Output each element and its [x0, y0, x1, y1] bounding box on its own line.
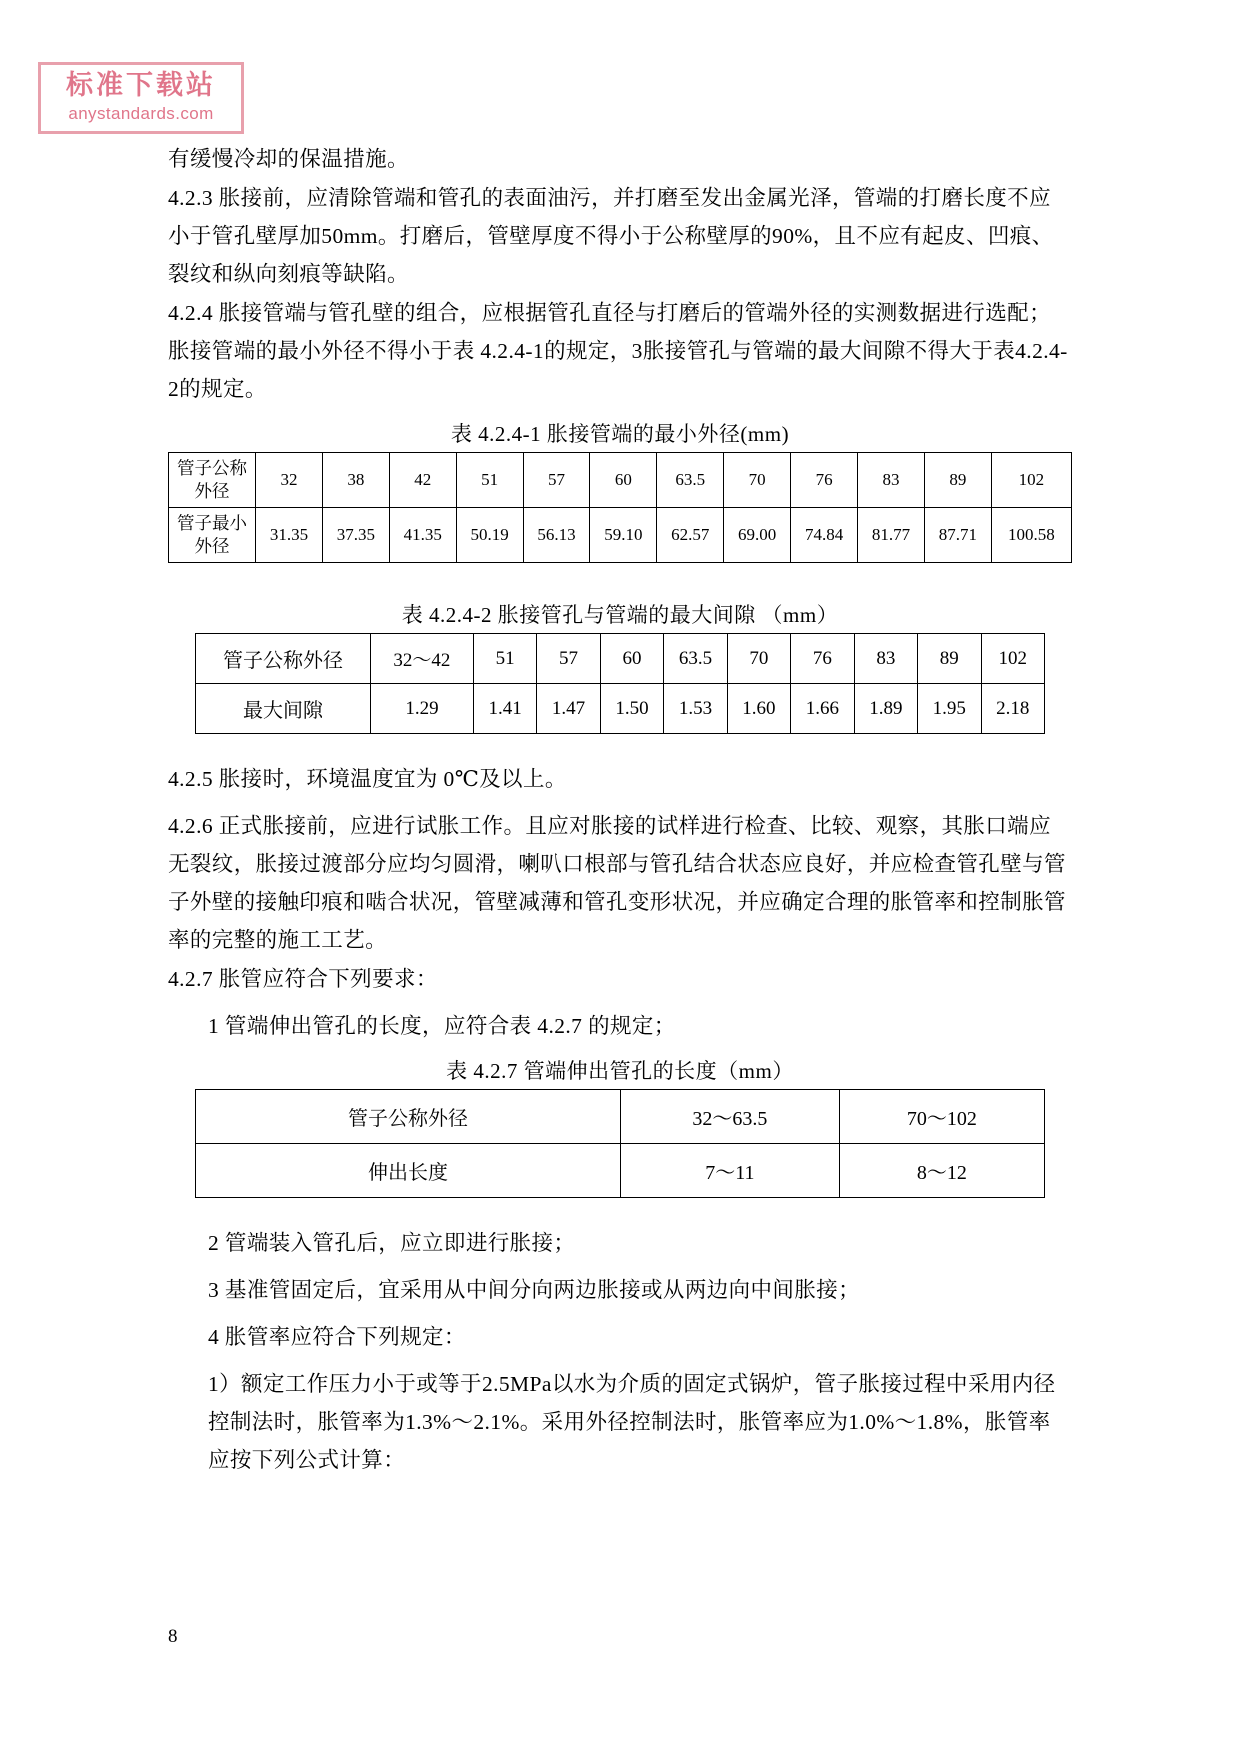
- cell: 70～102: [839, 1090, 1044, 1144]
- cell: 60: [600, 634, 663, 684]
- table-row: [169, 453, 1072, 508]
- cell: 57: [537, 634, 600, 684]
- cell: 83: [858, 453, 925, 508]
- watermark-url-text: anystandards.com: [68, 103, 214, 123]
- paragraph-4-2-4: 4.2.4 胀接管端与管孔壁的组合，应根据管孔直径与打磨后的管端外径的实测数据进行选配；胀接管端的最小外径不得小于表 4.2.4-1的规定，3胀接管孔与管端的最大间隙不得大于表4.2.4-2的规定。: [168, 301, 1068, 401]
- table-row: [169, 508, 1072, 563]
- cell: 83: [854, 634, 917, 684]
- cell: 1.60: [727, 684, 790, 734]
- cell: 76: [791, 453, 858, 508]
- cell: 8～12: [839, 1144, 1044, 1198]
- cell: 76: [791, 634, 854, 684]
- cell: 32～63.5: [621, 1090, 840, 1144]
- row-header-nominal-od: 管子公称外径: [196, 1090, 621, 1144]
- table-4-2-4-2: [195, 633, 1045, 734]
- table-4-2-4-1-caption: 表 4.2.4-1 胀接管端的最小外径(mm): [450, 422, 790, 446]
- paragraph-continuation: 有缓慢冷却的保温措施。: [168, 147, 409, 171]
- cell: 42: [389, 453, 456, 508]
- row-header-min-od: 管子最小外径: [169, 508, 256, 563]
- row-header-max-gap: 最大间隙: [196, 684, 371, 734]
- cell: 2.18: [981, 684, 1045, 734]
- cell: 1.47: [537, 684, 600, 734]
- paragraph-4-2-7-item-4: 4 胀管率应符合下列规定：: [208, 1325, 466, 1349]
- cell: 51: [456, 453, 523, 508]
- cell: 1.29: [371, 684, 474, 734]
- paragraph-4-2-7-item-2: 2 管端装入管孔后，应立即进行胀接；: [208, 1231, 576, 1255]
- cell: 102: [981, 634, 1045, 684]
- table-4-2-4-2-caption: 表 4.2.4-2 胀接管孔与管端的最大间隙 （mm）: [401, 603, 839, 627]
- cell: 59.10: [590, 508, 657, 563]
- cell: 87.71: [924, 508, 991, 563]
- table-4-2-7-caption: 表 4.2.7 管端伸出管孔的长度（mm）: [446, 1059, 794, 1083]
- table-row: [196, 1090, 1045, 1144]
- paragraph-4-2-3: 4.2.3 胀接前，应清除管端和管孔的表面油污，并打磨至发出金属光泽，管端的打磨长度不应小于管孔壁厚加50mm。打磨后，管壁厚度不得小于公称壁厚的90%，且不应有起皮、凹痕、裂纹和纵向刻痕等缺陷。: [168, 186, 1054, 286]
- cell: 31.35: [256, 508, 323, 563]
- row-header-nominal-od: 管子公称外径: [169, 453, 256, 508]
- cell: 89: [918, 634, 981, 684]
- cell: 102: [991, 453, 1071, 508]
- cell: 56.13: [523, 508, 590, 563]
- page-number: 8: [168, 1626, 178, 1647]
- cell: 32～42: [371, 634, 474, 684]
- cell: 1.50: [600, 684, 663, 734]
- paragraph-4-2-7-item-1: 1 管端伸出管孔的长度，应符合表 4.2.7 的规定；: [208, 1014, 676, 1038]
- paragraph-4-2-5: 4.2.5 胀接时，环境温度宜为 0℃及以上。: [168, 767, 567, 791]
- table-4-2-7: [195, 1089, 1045, 1198]
- watermark-stamp: [38, 62, 244, 134]
- paragraph-4-2-7-item-3: 3 基准管固定后，宜采用从中间分向两边胀接或从两边向中间胀接；: [208, 1278, 861, 1302]
- cell: 81.77: [858, 508, 925, 563]
- cell: 62.57: [657, 508, 724, 563]
- cell: 63.5: [664, 634, 727, 684]
- paragraph-4-2-7-item-4-1: 1）额定工作压力小于或等于2.5MPa以水为介质的固定式锅炉，管子胀接过程中采用内径控制法时，胀管率为1.3%～2.1%。采用外径控制法时，胀管率应为1.0%～1.8%，胀管率应按下列公式计算：: [208, 1372, 1056, 1472]
- cell: 32: [256, 453, 323, 508]
- cell: 7～11: [621, 1144, 840, 1198]
- cell: 38: [322, 453, 389, 508]
- table-row: [196, 634, 1045, 684]
- cell: 1.89: [854, 684, 917, 734]
- cell: 69.00: [724, 508, 791, 563]
- paragraph-4-2-7: 4.2.7 胀管应符合下列要求：: [168, 967, 438, 991]
- cell: 37.35: [322, 508, 389, 563]
- cell: 89: [924, 453, 991, 508]
- paragraph-4-2-6: 4.2.6 正式胀接前，应进行试胀工作。且应对胀接的试样进行检查、比较、观察，其胀口端应无裂纹，胀接过渡部分应均匀圆滑，喇叭口根部与管孔结合状态应良好，并应检查管孔壁与管子外壁的接触印痕和啮合状况，管壁减薄和管孔变形状况，并应确定合理的胀管率和控制胀管率的完整的施工工艺。: [168, 814, 1066, 952]
- table-4-2-4-1: [168, 452, 1072, 563]
- cell: 74.84: [791, 508, 858, 563]
- cell: 63.5: [657, 453, 724, 508]
- cell: 51: [473, 634, 536, 684]
- cell: 1.41: [473, 684, 536, 734]
- cell: 1.95: [918, 684, 981, 734]
- watermark-cn-text: 标准下载站: [66, 70, 216, 102]
- cell: 1.53: [664, 684, 727, 734]
- table-row: [196, 1144, 1045, 1198]
- document-body: [168, 140, 1072, 1480]
- cell: 100.58: [991, 508, 1071, 563]
- row-header-nominal-od: 管子公称外径: [196, 634, 371, 684]
- cell: 41.35: [389, 508, 456, 563]
- table-row: [196, 684, 1045, 734]
- cell: 57: [523, 453, 590, 508]
- cell: 70: [724, 453, 791, 508]
- cell: 1.66: [791, 684, 854, 734]
- cell: 70: [727, 634, 790, 684]
- cell: 60: [590, 453, 657, 508]
- cell: 50.19: [456, 508, 523, 563]
- row-header-extend-length: 伸出长度: [196, 1144, 621, 1198]
